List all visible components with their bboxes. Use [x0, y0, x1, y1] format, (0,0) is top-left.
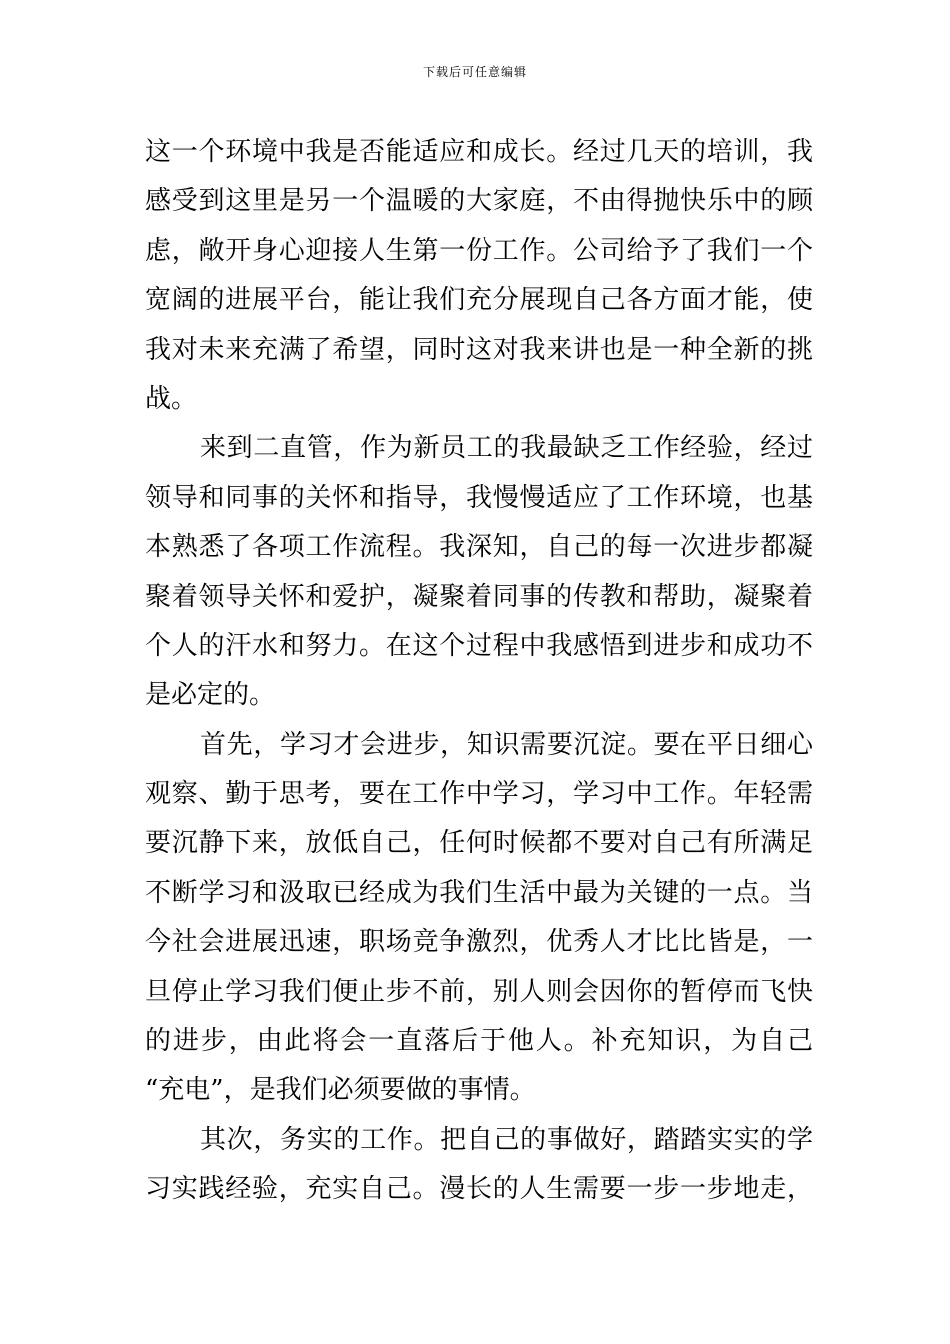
text-line: 旦停止学习我们便止步不前，别人则会因你的暂停而飞快: [145, 976, 813, 1007]
text-line: 是必定的。: [145, 680, 276, 711]
text-line: 虑，敞开身心迎接人生第一份工作。公司给予了我们一个: [145, 235, 813, 266]
text-line: 这一个环境中我是否能适应和成长。经过几天的培训，我: [145, 137, 813, 167]
text-line: 其次，务实的工作。把自己的事做好，踏踏实实的学: [200, 1124, 813, 1155]
paragraph: [145, 424, 813, 720]
text-line: 今社会进展迅速，职场竞争激烈，优秀人才比比皆是，一: [145, 927, 813, 958]
text-line: 习实践经验，充实自己。漫长的人生需要一步一步地走，: [145, 1174, 813, 1205]
page-header: 下载后可任意编辑: [422, 65, 527, 79]
text-line: 领导和同事的关怀和指导，我慢慢适应了工作环境，也基: [145, 482, 813, 513]
paragraph: [145, 128, 813, 424]
text-line: 宽阔的进展平台，能让我们充分展现自己各方面才能，使: [145, 285, 813, 316]
text-line: 战。: [145, 383, 198, 414]
text-line: 观察、勤于思考，要在工作中学习，学习中工作。年轻需: [145, 779, 813, 810]
document-body: [145, 128, 813, 1215]
text-line: 要沉静下来，放低自己，任何时候都不要对自己有所满足: [145, 828, 813, 859]
text-line: 聚着领导关怀和爱护，凝聚着同事的传教和帮助，凝聚着: [145, 581, 813, 612]
text-line: 我对未来充满了希望，同时这对我来讲也是一种全新的挑: [145, 334, 813, 365]
text-line: 本熟悉了各项工作流程。我深知，自己的每一次进步都凝: [145, 532, 813, 563]
text-line: 不断学习和汲取已经成为我们生活中最为关键的一点。当: [145, 877, 813, 908]
paragraph: [145, 721, 813, 1116]
text-line: 首先，学习才会进步，知识需要沉淀。要在平日细心: [200, 729, 813, 760]
text-line: 个人的汗水和努力。在这个过程中我感悟到进步和成功不: [145, 630, 813, 661]
text-line: 的进步，由此将会一直落后于他人。补充知识，为自己: [145, 1026, 813, 1057]
text-line: 来到二直管，作为新员工的我最缺乏工作经验，经过: [200, 433, 813, 464]
text-line: “充电”，是我们必须要做的事情。: [145, 1075, 536, 1106]
paragraph: [145, 1116, 813, 1215]
text-line: 感受到这里是另一个温暖的大家庭，不由得抛快乐中的顾: [145, 186, 813, 217]
